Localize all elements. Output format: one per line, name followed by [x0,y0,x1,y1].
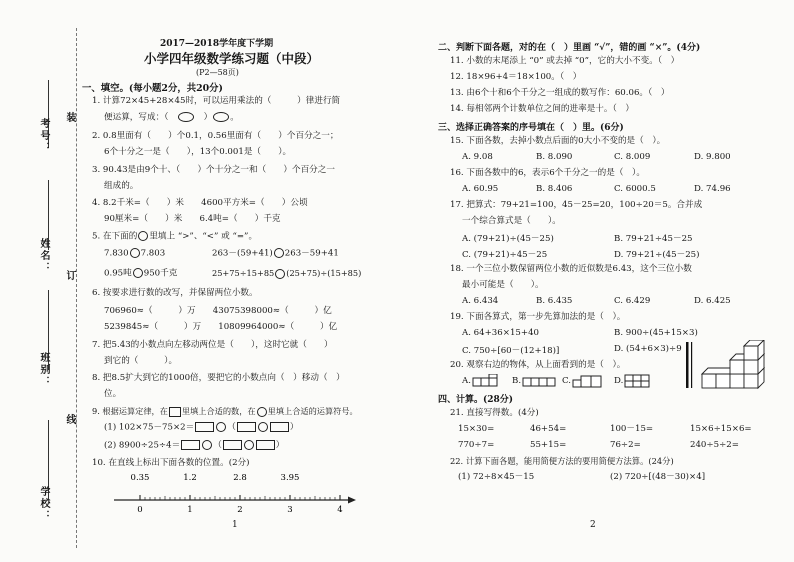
q6-row2: 5239845≈（ ）万 10809964000≈（ ）亿 [104,322,338,332]
q21-r2c4[interactable]: 240÷5÷2= [690,440,739,450]
q20-shape-b [522,374,556,388]
class-label: 班别： [38,352,49,388]
q18-option-b[interactable]: B. 6.435 [536,296,573,306]
q1-line1: 1. 计算72×45+28×45时，可以运用乘法的（ ）律进行简 [92,96,341,106]
circle-icon [257,407,267,417]
cut-line [76,28,77,548]
q1-line2 [104,112,239,124]
q5-d-right: (25+75)÷(15+85) [286,268,362,278]
q7-line1: 7. 把5.43的小数点向左移动两位是（ ），这时它就（ ） [92,340,333,350]
q5-text2: 里填上 “>”、“<” 或 “=”。 [149,231,258,242]
q5-a-right: 7.803 [140,248,166,259]
q9-line1 [92,406,358,417]
section1-title: 一、填空。(每小题2分，共20分) [82,83,223,94]
page-title: 小学四年级数学练习题（中段） [144,51,320,66]
q6-row1: 706960≈（ ）万 43075398000≈（ ）亿 [104,306,332,316]
q5-b-right: 263－59+41 [284,248,339,259]
q16-option-d[interactable]: D. 74.96 [694,184,731,194]
q9-expr1: (1) 102×75－75×2＝ [104,422,195,433]
number-to-place-label: 0.35 [130,473,150,483]
q2-line2: 6个十分之一是（ ），13个0.001是（ ）。 [104,147,292,157]
name-label: 姓名： [38,238,49,274]
q15: 15. 下面各数，去掉小数点后面的0大小不变的是（ ）。 [450,136,666,146]
school-label: 学校： [38,486,49,522]
q18-line1: 18. 一个三位小数保留两位小数的近似数是6.43，这个三位小数 [450,264,692,274]
line-label: 线 [64,414,75,426]
number-box-input[interactable] [256,440,275,450]
number-line-ticks [137,495,342,515]
q20-option-b[interactable]: B. [512,376,522,386]
operator-circle-input[interactable] [244,440,254,450]
q20-option-d[interactable]: D. [614,376,624,386]
q8-line1: 8. 把8.5扩大到它的1000倍，要把它的小数点向（ ）移动（ ） [92,373,345,383]
operator-circle-input[interactable] [258,422,268,432]
q19-option-c[interactable]: C. 750÷[60－(12+18)] [462,346,560,356]
q8-line2: 位。 [104,389,122,399]
q18-line2: 最小可能是（ ）。 [462,280,544,290]
number-box-input[interactable] [237,422,256,432]
q1-oval-input[interactable] [178,112,194,122]
operator-circle-input[interactable] [202,440,212,450]
exam-no-label: 考号： [38,118,49,154]
q12: 12. 18×96+4＝18×100。（ ） [450,72,582,82]
q1-text2: ） [195,112,213,123]
compare-circle-input[interactable] [275,269,285,279]
q17-line1: 17. 把算式：79+21=100，45－25=20，100÷20＝5。合并成 [450,200,703,210]
q17-option-c[interactable]: C. (79+21)÷45－25 [462,250,548,260]
number-to-place-label: 3.95 [280,473,300,483]
operator-circle-input[interactable] [216,422,226,432]
q15-option-b[interactable]: B. 8.090 [536,152,573,162]
q17-option-d[interactable]: D. 79+21÷(45－25) [614,250,700,260]
q9-expr2: (2) 8900÷25÷4＝ [104,440,181,451]
q20-option-c[interactable]: C. [562,376,572,386]
q20-shape-d [624,374,658,388]
q5-b-left: 263－(59+41) [212,248,273,259]
q18-option-d[interactable]: D. 6.425 [694,296,731,306]
bind-label: 装 [64,112,75,124]
section4-title: 四、计算。(28分) [438,395,514,405]
order-label: 订 [64,270,75,282]
q5-row2b [212,268,361,279]
q14: 14. 每相邻两个计数单位之间的进率是十。（ ） [450,104,634,114]
q22: 22. 计算下面各题，能用简便方法的要用简便方法算。(24分) [450,456,674,466]
q4-line2: 90厘米=（ ）米 6.4吨=（ ）千克 [104,214,281,224]
tick-label: 0 [137,505,143,515]
q19-option-d[interactable]: D. (54+6×3)÷9 [614,344,682,354]
q9-text3: 里填上合适的运算符号。 [267,406,358,416]
arrow-right-icon [348,497,356,504]
q9-row1: (1) 102×75－75×2＝ （ ） [104,422,299,433]
number-line-marks [131,473,300,483]
q15-option-c[interactable]: C. 8.009 [614,152,651,162]
q16-option-c[interactable]: C. 6000.5 [614,184,656,194]
q17-line2: 一个综合算式是（ ）。 [462,216,561,226]
q5-line1 [92,231,257,243]
q9-row2: (2) 8900÷25÷4＝ （ ） [104,440,285,451]
q19: 19. 下面各算式，第一步先算加法的是（ ）。 [450,312,626,322]
q2-line1: 2. 0.8里面有（ ）个0.1，0.56里面有（ ）个百分之一； [92,131,339,141]
page-number-1: 1 [232,520,238,530]
compare-circle-input[interactable] [133,268,143,278]
q21: 21. 直接写得数。(4分) [450,408,539,418]
q5-c-left: 0.95吨 [104,268,132,279]
q21-r1c4[interactable]: 15×6÷15×6= [690,424,752,434]
q19-option-a[interactable]: A. 64+36×15+40 [462,328,540,338]
q1-text3: 。 [230,112,239,123]
q21-r2c3[interactable]: 76÷2= [610,440,641,450]
q5-text: 5. 在下面的 [92,231,138,242]
q1-oval-input-2[interactable] [213,112,229,122]
q17-option-a[interactable]: A. (79+21)÷(45－25) [462,234,554,244]
section2-title: 二、判断下面各题，对的在（ ）里画 “√”，错的画 “×”。(4分) [438,43,701,53]
q22-part1[interactable]: (1) 72÷8×45－15 [458,472,535,482]
q20-shape-c [572,374,606,388]
number-box-input[interactable] [181,440,200,450]
q21-r2c2[interactable]: 55+15= [530,440,567,450]
number-box-input[interactable] [270,422,289,432]
q9-text2: 里填上合适的数，在 [181,406,256,416]
q19-option-b[interactable]: B. 900÷(45+15×3) [614,328,698,338]
q10-text: 10. 在直线上标出下面各数的位置。(2分) [92,458,250,468]
page-number-2: 2 [590,520,596,530]
tick-label: 1 [187,505,193,515]
q16-option-b[interactable]: B. 8.406 [536,184,573,194]
q15-option-a[interactable]: A. 9.08 [462,152,493,162]
box-icon [169,407,181,417]
q5-row1b [212,248,339,260]
q20: 20. 观察右边的物体，从上面看到的是（ ）。 [450,360,626,370]
q9-text: 9. 根据运算定律，在 [92,406,168,416]
circle-icon [138,231,148,241]
q5-row1 [104,248,165,260]
tick-label: 2 [237,505,243,515]
q5-a-left: 7.830 [104,248,129,259]
q7-line2: 到它的（ ）。 [104,356,178,366]
compare-circle-input[interactable] [274,248,284,258]
compare-circle-input[interactable] [130,248,140,258]
q20-option-a[interactable]: A. [462,376,471,386]
number-box-input[interactable] [195,422,214,432]
number-box-input[interactable] [223,440,242,450]
q18-option-c[interactable]: C. 6.429 [614,296,651,306]
number-to-place-label: 1.2 [183,473,197,483]
q5-d-left: 25+75÷15+85 [212,268,275,278]
q21-r1c1[interactable]: 15×30= [458,424,495,434]
q21-r1c3[interactable]: 100－15= [610,424,654,434]
q15-option-d[interactable]: D. 9.800 [694,152,731,162]
section3-title: 三、选择正确答案的序号填在（ ）里。(6分) [438,123,624,133]
tick-label: 3 [287,505,293,515]
page-range: (P2—58页) [196,68,239,77]
q16: 16. 下面各数中的6，表示6个千分之一的是（ ）。 [450,168,645,178]
q20-shape-a [472,374,506,388]
q21-r2c1[interactable]: 770÷7= [458,440,495,450]
number-to-place-label: 2.8 [233,473,247,483]
q16-option-a[interactable]: A. 60.95 [462,184,499,194]
q1-text: 便运算，写成：（ [104,112,178,123]
q4-line1: 4. 8.2千米=（ ）米 4600平方米=（ ）公顷 [92,198,308,208]
cube-stack-figure [686,340,786,392]
q3-line2: 组成的。 [104,181,139,191]
term-heading: 2017—2018学年度下学期 [160,39,274,49]
q18-option-a[interactable]: A. 6.434 [462,296,499,306]
page-2 [400,0,794,562]
q5-c-right: 950千克 [143,268,178,279]
q6-text: 6. 按要求进行数的改写，并保留两位小数。 [92,288,258,298]
q22-part2[interactable]: (2) 720÷[(48－30)×4] [610,472,706,482]
q11: 11. 小数的末尾添上 “0” 或去掉 “0”，它的大小不变。（ ） [450,56,680,66]
q17-option-b[interactable]: B. 79+21÷45－25 [614,234,693,244]
q3-line1: 3. 90.43是由9个十、（ ）个十分之一和（ ）个百分之一 [92,165,335,175]
q21-r1c2[interactable]: 46+54= [530,424,567,434]
tick-label: 4 [337,505,343,515]
q5-row2 [104,268,177,280]
q13: 13. 由6个十和6个千分之一组成的数写作：60.06。（ ） [450,88,670,98]
number-line [110,470,360,518]
